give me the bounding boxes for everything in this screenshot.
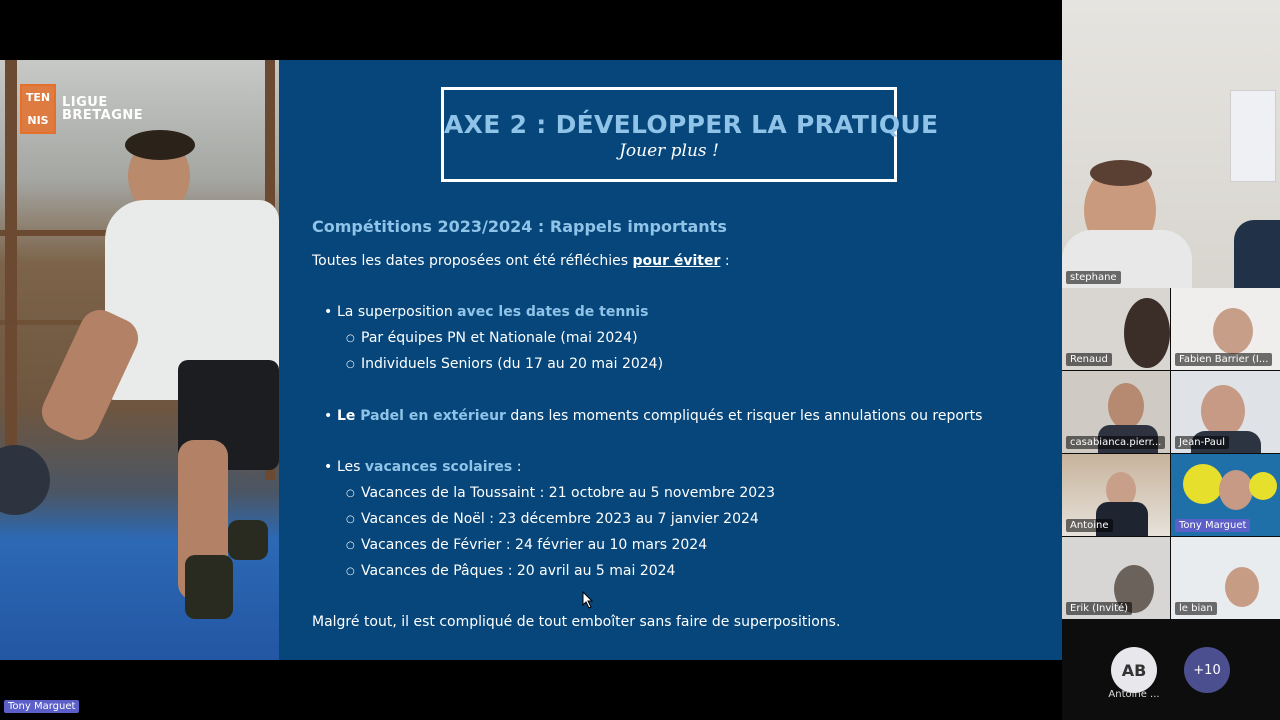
bullet-superposition: • La superposition avec les dates de tennis (337, 304, 648, 320)
intro-line: Toutes les dates proposées ont été réfléchies pour éviter : (312, 253, 730, 269)
list-item: ○ Par équipes PN et Nationale (mai 2024) (361, 330, 638, 346)
mouse-cursor-icon (582, 591, 594, 609)
video-tile[interactable] (1171, 537, 1280, 619)
video-tile[interactable] (1062, 371, 1170, 453)
bullet-vacances: • Les vacances scolaires : (337, 459, 521, 475)
video-tile-active-speaker[interactable] (1171, 454, 1280, 536)
slide-title-box (441, 87, 939, 182)
slide-content (279, 60, 1062, 660)
participant-panel (1062, 0, 1280, 720)
ligue-bretagne-logo: TEN NIS LIGUE BRETAGNE (20, 84, 143, 134)
slide-subtitle: Jouer plus ! (619, 141, 719, 161)
participant-avatar-name: Antoine ... (1108, 689, 1160, 700)
list-item: ○ Vacances de Pâques : 20 avril au 5 mai 2024 (361, 563, 675, 579)
participant-name: Antoine (1066, 519, 1113, 532)
list-item: ○ Vacances de la Toussaint : 21 octobre au 5 novembre 2023 (361, 485, 775, 501)
participant-name: stephane (1066, 271, 1121, 284)
slide-title: AXE 2 : DÉVELOPPER LA PRATIQUE (444, 110, 939, 139)
participant-avatar[interactable]: AB (1111, 647, 1157, 693)
video-tile[interactable] (1062, 454, 1170, 536)
conclusion-line: Malgré tout, il est compliqué de tout emboîter sans faire de superpositions. (312, 614, 841, 630)
video-tile[interactable] (1062, 537, 1170, 619)
participant-name: Tony Marguet (1175, 519, 1250, 532)
presentation-slide (0, 60, 1062, 660)
participant-name: Fabien Barrier (I... (1175, 353, 1272, 366)
list-item: ○ Vacances de Noël : 23 décembre 2023 au 7 janvier 2024 (361, 511, 759, 527)
list-item: ○ Individuels Seniors (du 17 au 20 mai 2024) (361, 356, 663, 372)
more-participants-button[interactable]: +10 (1184, 647, 1230, 693)
bullet-padel-exterieur: • Le Padel en extérieur dans les moments compliqués et risquer les annulations ou reports (337, 408, 982, 424)
video-tile-main[interactable] (1062, 0, 1280, 288)
participant-name: Renaud (1066, 353, 1112, 366)
video-tile[interactable] (1062, 288, 1170, 370)
video-tile[interactable] (1171, 288, 1280, 370)
participant-name: Jean-Paul (1175, 436, 1229, 449)
presenter-label: Tony Marguet (4, 700, 79, 713)
participant-name: casabianca.pierr... (1066, 436, 1165, 449)
participant-name: le bian (1175, 602, 1217, 615)
padel-player-photo (0, 60, 279, 660)
participant-name: Erik (Invité) (1066, 602, 1132, 615)
section-heading: Compétitions 2023/2024 : Rappels importants (312, 217, 727, 236)
video-tile[interactable] (1171, 371, 1280, 453)
list-item: ○ Vacances de Février : 24 février au 10 mars 2024 (361, 537, 707, 553)
